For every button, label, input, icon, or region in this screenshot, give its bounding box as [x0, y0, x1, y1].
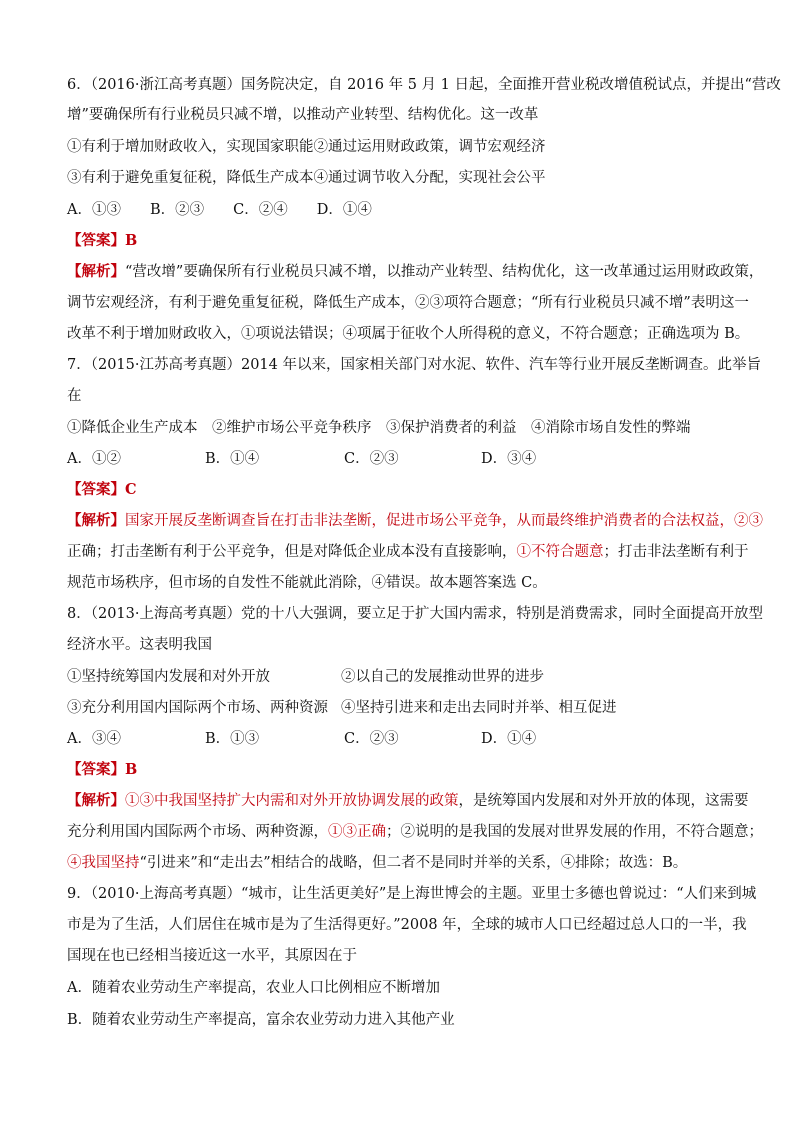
q8-stem-line1: 8．（2013·上海高考真题）党的十八大强调，要立足于扩大国内需求，特别是消费需求，同时全面提高开放型 — [67, 606, 763, 622]
q6-stem-line1: 6．（2016·浙江高考真题）国务院决定，自 2016 年 5 月 1 日起，全面推开营业税改增值税试点，并提出“营改 — [67, 77, 781, 93]
analysis-text: “营改增”要确保所有行业税员只减不增，以推动产业转型、结构优化，这一改革通过运用财政政策， — [125, 264, 764, 280]
q6-analysis-line2: 调节宏观经济，有利于避免重复征税，降低生产成本，②③项符合题意；“所有行业税员只减不增”表明这一 — [67, 295, 749, 311]
q7-analysis-line3: 规范市场秩序，但市场的自发性不能就此消除，④错误。故本题答案选 C。 — [67, 575, 547, 591]
analysis-text-red: ①③正确 — [328, 824, 386, 840]
analysis-text: ；打击非法垄断有利于 — [603, 544, 749, 560]
analysis-text: ，是统筹国内发展和对外开放的体现，这需要 — [458, 793, 749, 809]
q6-stem-line2: 增”要确保所有行业税员只减不增，以推动产业转型、结构优化。这一改革 — [67, 107, 539, 123]
q8-item-4: ④坚持引进来和走出去同时并举、相互促进 — [341, 700, 617, 716]
analysis-text-red: ①不符合题意 — [516, 544, 604, 560]
answer-value: C — [125, 481, 137, 498]
q9-option-b: B．随着农业劳动生产率提高，富余农业劳动力进入其他产业 — [67, 1012, 455, 1028]
q8-analysis-line2 — [67, 822, 763, 842]
answer-label: 【答案】 — [67, 232, 125, 249]
analysis-text: ；②说明的是我国的发展对世界发展的作用，不符合题意； — [386, 824, 763, 840]
answer-label: 【答案】 — [67, 761, 125, 778]
analysis-text: “引进来”和“走出去”相结合的战略，但二者不是同时并举的关系，④排除；故选：B。 — [139, 855, 688, 871]
q6-answer — [67, 231, 727, 251]
q6-options: A．①③ B．②③ C．②④ D．①④ — [67, 202, 372, 218]
q7-answer — [67, 480, 727, 500]
q7-items: ①降低企业生产成本 ②维护市场公平竞争秩序 ③保护消费者的利益 ④消除市场自发性的弊端 — [67, 420, 691, 436]
q8-option-b: B．①③ — [205, 731, 260, 747]
q9-stem-line3: 国现在也已经相当接近这一水平，其原因在于 — [67, 948, 357, 964]
analysis-label: 【解析】 — [67, 792, 125, 809]
q8-stem-line2: 经济水平。这表明我国 — [67, 637, 212, 653]
q7-option-c: C．②③ — [344, 451, 399, 467]
analysis-text: 正确；打击垄断有利于公平竞争，但是对降低企业成本没有直接影响， — [67, 544, 517, 560]
q7-option-d: D．③④ — [481, 451, 537, 467]
q7-option-b: B．①④ — [205, 451, 260, 467]
q7-stem-line2: 在 — [67, 388, 82, 404]
q7-analysis-line1 — [67, 511, 763, 531]
q6-item-line1: ①有利于增加财政收入，实现国家职能②通过运用财政政策，调节宏观经济 — [67, 139, 546, 155]
analysis-text-red: 国家开展反垄断调查旨在打击非法垄断，促进市场公平竞争，从而最终维护消费者的合法权益，②③ — [125, 513, 763, 529]
q8-analysis-line3 — [67, 853, 727, 873]
q8-item-2: ②以自己的发展推动世界的进步 — [341, 669, 544, 685]
analysis-text-red: ①③中我国坚持扩大内需和对外开放协调发展的政策 — [125, 793, 459, 809]
analysis-text: 充分利用国内国际两个市场、两种资源， — [67, 824, 328, 840]
q8-item-3: ③充分利用国内国际两个市场、两种资源 — [67, 700, 328, 716]
answer-value: B — [125, 232, 138, 249]
answer-value: B — [125, 761, 138, 778]
q7-stem-line1: 7．（2015·江苏高考真题）2014 年以来，国家相关部门对水泥、软件、汽车等行业开展反垄断调查。此举旨 — [67, 357, 761, 373]
analysis-text-red: ④我国坚持 — [67, 855, 140, 871]
q6-analysis-line3: 改革不利于增加财政收入，①项说法错误；④项属于征收个人所得税的意义，不符合题意；正确选项为 B。 — [67, 326, 750, 342]
q8-option-a: A．③④ — [67, 731, 121, 747]
q8-analysis-line1 — [67, 791, 749, 811]
q6-analysis-line1 — [67, 262, 764, 282]
q6-item-line2: ③有利于避免重复征税，降低生产成本④通过调节收入分配，实现社会公平 — [67, 170, 546, 186]
analysis-label: 【解析】 — [67, 512, 125, 529]
analysis-label: 【解析】 — [67, 263, 125, 280]
q8-answer — [67, 760, 727, 780]
answer-label: 【答案】 — [67, 481, 125, 498]
q9-stem-line2: 市是为了生活，人们居住在城市是为了生活得更好。”2008 年，全球的城市人口已经超过总人口的一半，我 — [67, 917, 747, 933]
q9-stem-line1: 9．（2010·上海高考真题）“城市，让生活更美好”是上海世博会的主题。亚里士多德也曾说过：“人们来到城 — [67, 886, 757, 902]
q9-option-a: A．随着农业劳动生产率提高，农业人口比例相应不断增加 — [67, 980, 440, 996]
q7-option-a: A．①② — [67, 451, 121, 467]
q8-option-d: D．①④ — [481, 731, 537, 747]
q8-item-1: ①坚持统筹国内发展和对外开放 — [67, 669, 270, 685]
q7-analysis-line2 — [67, 542, 749, 562]
q8-option-c: C．②③ — [344, 731, 399, 747]
